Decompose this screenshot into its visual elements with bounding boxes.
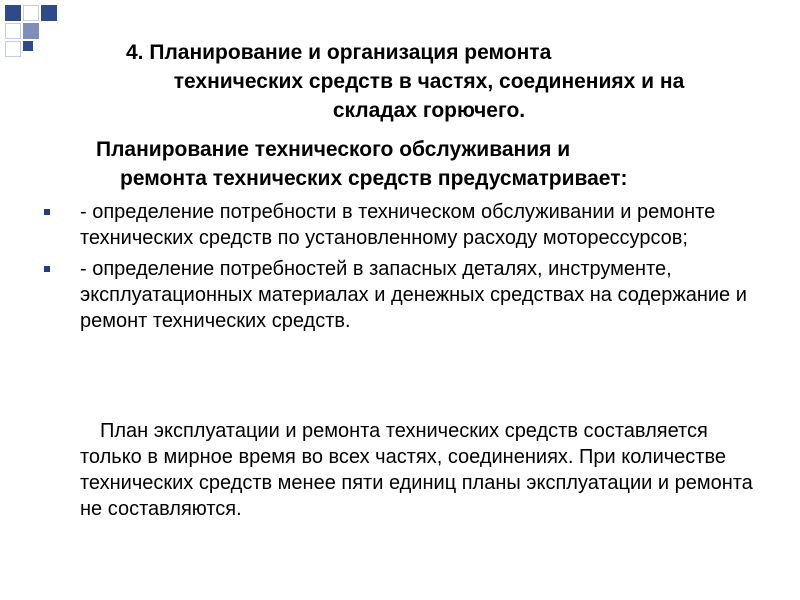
slide-subtitle [92, 135, 742, 193]
deco-square [23, 23, 39, 39]
title-line: складах горючего. [332, 99, 526, 122]
title-line: технических средств в частях, соединениях и на [173, 70, 685, 93]
bullet-text: - определение потребности в техническом обслуживании и ремонте технических средств по установленному расходу моторессурсов; [80, 201, 716, 249]
bullet-text: - определение потребностей в запасных деталях, инструменте, эксплуатационных материалах и денежных средствах на содержание и ремонт технических средств. [80, 258, 747, 332]
bullet-list [40, 199, 760, 339]
list-item [40, 256, 760, 334]
slide-title [92, 38, 742, 125]
subtitle-line: ремонта технических средств предусматривает: [120, 167, 628, 190]
deco-square [5, 23, 21, 39]
deco-square [5, 5, 21, 21]
list-item [40, 199, 760, 251]
deco-square [5, 41, 21, 57]
title-line: 4. Планирование и организация ремонта [126, 41, 552, 64]
square-bullet-icon [44, 266, 50, 272]
deco-square [23, 5, 39, 21]
subtitle-line: Планирование технического обслуживания и [96, 138, 571, 161]
body-paragraph: План эксплуатации и ремонта технических средств составляется только в мирное время во всех частях, соединениях. При количестве технических средств менее пяти единиц планы эксплуатации и ремонта не составляются. [80, 420, 753, 520]
square-bullet-icon [44, 209, 50, 215]
deco-square [23, 41, 33, 51]
checker-squares-decoration [0, 0, 70, 60]
deco-square [41, 5, 57, 21]
